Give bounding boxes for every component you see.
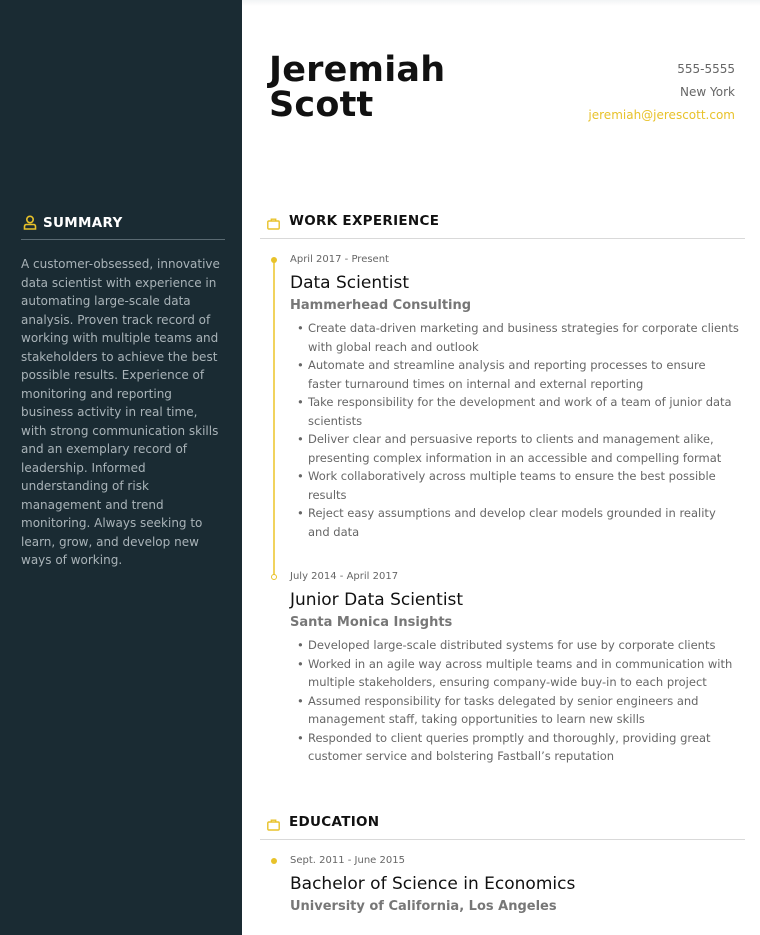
- contact-info: [588, 58, 735, 127]
- work-experience-label: WORK EXPERIENCE: [289, 213, 440, 229]
- summary-heading-label: SUMMARY: [43, 215, 123, 231]
- timeline-dot: [271, 858, 277, 864]
- education-label: EDUCATION: [289, 814, 380, 830]
- last-name: Scott: [269, 85, 374, 125]
- timeline-dot: [271, 574, 277, 580]
- job-company: Hammerhead Consulting: [290, 298, 472, 313]
- person-icon: [23, 215, 37, 234]
- job-bullet: • Worked in an agile way across multiple teams and in communication with multiple stakeholders, ensuring company-wide buy-in to each project: [290, 655, 740, 692]
- email-link[interactable]: jeremiah@jerescott.com: [588, 108, 735, 122]
- job-title: Junior Data Scientist: [290, 590, 464, 610]
- job-bullet: • Create data-driven marketing and business strategies for corporate clients with global reach and outlook: [290, 319, 740, 356]
- education-degree: Bachelor of Science in Economics: [290, 874, 576, 894]
- job-company: Santa Monica Insights: [290, 615, 453, 630]
- job-title: Data Scientist: [290, 273, 409, 293]
- job-bullet: • Take responsibility for the development and work of a team of junior data scientists: [290, 393, 740, 430]
- education-heading: [260, 812, 745, 840]
- first-name: Jeremiah: [269, 50, 446, 90]
- education-entry: [290, 855, 740, 916]
- location: New York: [680, 85, 735, 99]
- job-bullets: [290, 319, 740, 541]
- candidate-name: [269, 50, 446, 125]
- job-bullet: • Deliver clear and persuasive reports to clients and management alike, presenting complex information in an accessible and compelling format: [290, 430, 740, 467]
- job-bullet: • Work collaboratively across multiple teams to ensure the best possible results: [290, 467, 740, 504]
- job-bullet: • Automate and streamline analysis and reporting processes to ensure faster turnaround times on internal and external reporting: [290, 356, 740, 393]
- job-bullet: • Developed large-scale distributed systems for use by corporate clients: [290, 636, 740, 655]
- job-bullet: • Reject easy assumptions and develop clear models grounded in reality and data: [290, 504, 740, 541]
- job-entry: [290, 254, 740, 541]
- education-school: University of California, Los Angeles: [290, 899, 557, 914]
- work-experience-heading: [260, 211, 745, 239]
- job-bullets: [290, 636, 740, 766]
- briefcase-icon: [267, 215, 280, 234]
- summary-text: A customer-obsessed, innovative data scientist with experience in automating large-scale data analysis. Proven track record of working with multiple teams and stakeholders to achieve the best possible results. Experience of monitoring and reporting business activity in real time, with strong communication skills and an exemplary record of leadership. Informed understanding of risk management and trend monitoring. Always seeking to learn, grow, and develop new ways of working.: [21, 257, 220, 567]
- sidebar: [0, 0, 242, 935]
- timeline-dot: [271, 257, 277, 263]
- job-date: April 2017 - Present: [290, 254, 389, 265]
- job-date: July 2014 - April 2017: [290, 571, 399, 582]
- job-bullet: • Assumed responsibility for tasks delegated by senior engineers and management staff, taking opportunities to learn new skills: [290, 692, 740, 729]
- work-timeline-line: [273, 260, 275, 578]
- job-entry: [290, 571, 740, 766]
- job-bullet: • Responded to client queries promptly and thoroughly, providing great customer service and bolstering Fastball’s reputation: [290, 729, 740, 766]
- header-shadow: [242, 0, 760, 6]
- phone: 555-5555: [677, 62, 735, 76]
- education-date: Sept. 2011 - June 2015: [290, 855, 405, 866]
- summary-heading: [21, 212, 225, 240]
- briefcase-icon: [267, 816, 280, 835]
